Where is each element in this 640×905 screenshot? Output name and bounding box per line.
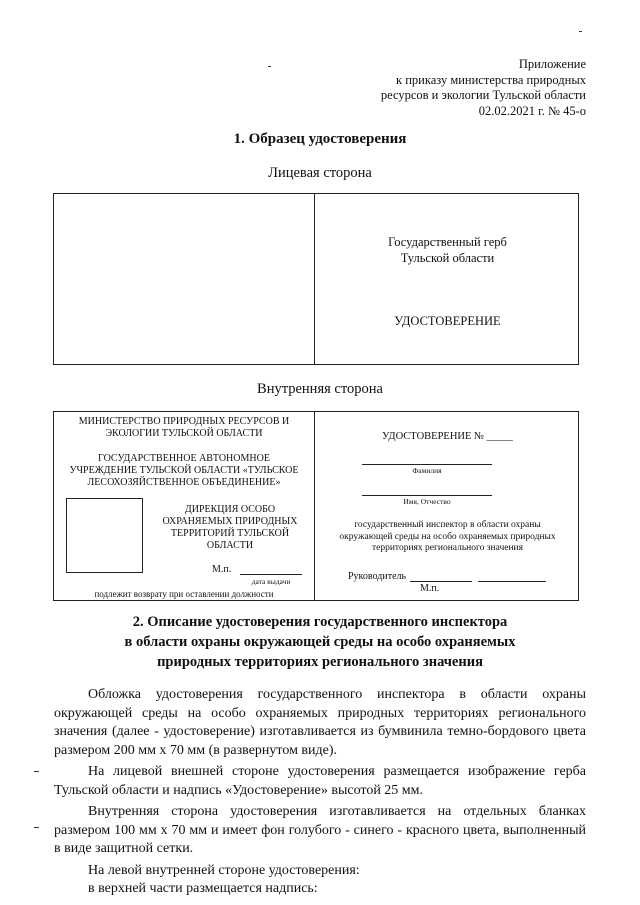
section-2-title <box>0 612 640 672</box>
name-patronymic-caption: Имя, Отчество <box>403 497 451 506</box>
scan-mark <box>268 66 271 67</box>
return-note: подлежит возврату при оставлении должности <box>94 589 274 599</box>
position-line-1: государственный инспектор в области охраны <box>354 520 541 530</box>
directorate-line-3: ТЕРРИТОРИЙ ТУЛЬСКОЙ <box>170 528 290 539</box>
scan-mark <box>34 827 39 828</box>
front-side-sample <box>53 193 579 365</box>
inspector-position <box>315 520 580 555</box>
fold-divider <box>314 194 315 364</box>
section-2-title-line-1: 2. Описание удостоверения государственного инспектора <box>132 614 508 630</box>
ministry-line-2: ЭКОЛОГИИ ТУЛЬСКОЙ ОБЛАСТИ <box>105 428 263 439</box>
directorate-line-1: ДИРЕКЦИЯ ОСОБО <box>184 504 276 515</box>
paragraph: Внутренняя сторона удостоверения изготавливается на отдельных бланках размером 100 мм х 70 мм и имеет фон голубого - синего - красного цвета, выполненный в виде защитной сетки. <box>54 804 586 856</box>
scan-mark <box>34 771 39 772</box>
section-1-title: 1. Образец удостоверения <box>233 131 407 147</box>
head-name-line <box>478 581 546 582</box>
position-line-3: территориях регионального значения <box>371 543 524 553</box>
issue-date-line <box>240 574 302 575</box>
paragraph: в верхней части размещается надпись: <box>88 881 318 896</box>
issue-date-caption: дата выдачи <box>251 577 291 586</box>
inner-side-label: Внутренняя сторона <box>257 381 383 397</box>
position-line-2: окружающей среды на особо охраняемых природных <box>339 531 556 542</box>
front-certificate-title: УДОСТОВЕРЕНИЕ <box>394 314 501 328</box>
section-2-title-line-3: природных территориях регионального значения <box>157 654 483 670</box>
institution-line-3: ЛЕСОХОЗЯЙСТВЕННОЕ ОБЪЕДИНЕНИЕ» <box>87 477 281 488</box>
section-2-body <box>54 686 586 899</box>
stamp-place-right: М.п. <box>420 583 440 594</box>
paragraph: Обложка удостоверения государственного инспектора в области охраны окружающей среды на особо охраняемых природных территориях регионального значения (далее - удостоверение) изготавливается из бумвинила темно-бордового цвета размером 200 мм х 70 мм (в развернутом виде). <box>54 687 586 758</box>
head-label: Руководитель <box>348 571 407 582</box>
appendix-line-4: 02.02.2021 г. № 45-о <box>478 103 586 118</box>
ministry-name <box>54 416 314 440</box>
paragraph: На лицевой внешней стороне удостоверения размещается изображение герба Тульской области и надпись «Удостоверение» высотой 25 мм. <box>54 764 586 798</box>
institution-line-2: УЧРЕЖДЕНИЕ ТУЛЬСКОЙ ОБЛАСТИ «ТУЛЬСКОЕ <box>69 465 299 476</box>
surname-caption: Фамилия <box>412 466 442 475</box>
institution-line-1: ГОСУДАРСТВЕННОЕ АВТОНОМНОЕ <box>98 453 270 464</box>
directorate-line-4: ОБЛАСТИ <box>206 540 254 551</box>
scan-mark <box>579 31 582 32</box>
appendix-line-3: ресурсов и экологии Тульской области <box>380 88 586 102</box>
institution-name <box>54 453 314 489</box>
coat-of-arms-text <box>315 234 580 266</box>
paragraph: На левой внутренней стороне удостоверения: <box>88 862 360 878</box>
name-patronymic-line <box>362 495 492 496</box>
certificate-number: УДОСТОВЕРЕНИЕ № _____ <box>382 431 513 442</box>
appendix-header <box>381 57 586 119</box>
stamp-place-left: М.п. <box>212 564 232 575</box>
inner-side-sample <box>53 411 579 601</box>
ministry-line-1: МИНИСТЕРСТВО ПРИРОДНЫХ РЕСУРСОВ И <box>78 416 290 427</box>
directorate-line-2: ОХРАНЯЕМЫХ ПРИРОДНЫХ <box>162 516 298 527</box>
front-side-label: Лицевая сторона <box>268 165 372 181</box>
coat-line-1: Государственный герб <box>388 235 507 249</box>
appendix-line-2: к приказу министерства природных <box>396 72 586 87</box>
appendix-line-1: Приложение <box>518 57 586 71</box>
surname-line <box>362 464 492 465</box>
coat-line-2: Тульской области <box>400 251 495 265</box>
directorate-name <box>150 504 310 552</box>
head-signature-line <box>410 581 472 582</box>
photo-placeholder <box>66 498 143 573</box>
section-2-title-line-2: в области охраны окружающей среды на особо охраняемых <box>124 634 516 650</box>
